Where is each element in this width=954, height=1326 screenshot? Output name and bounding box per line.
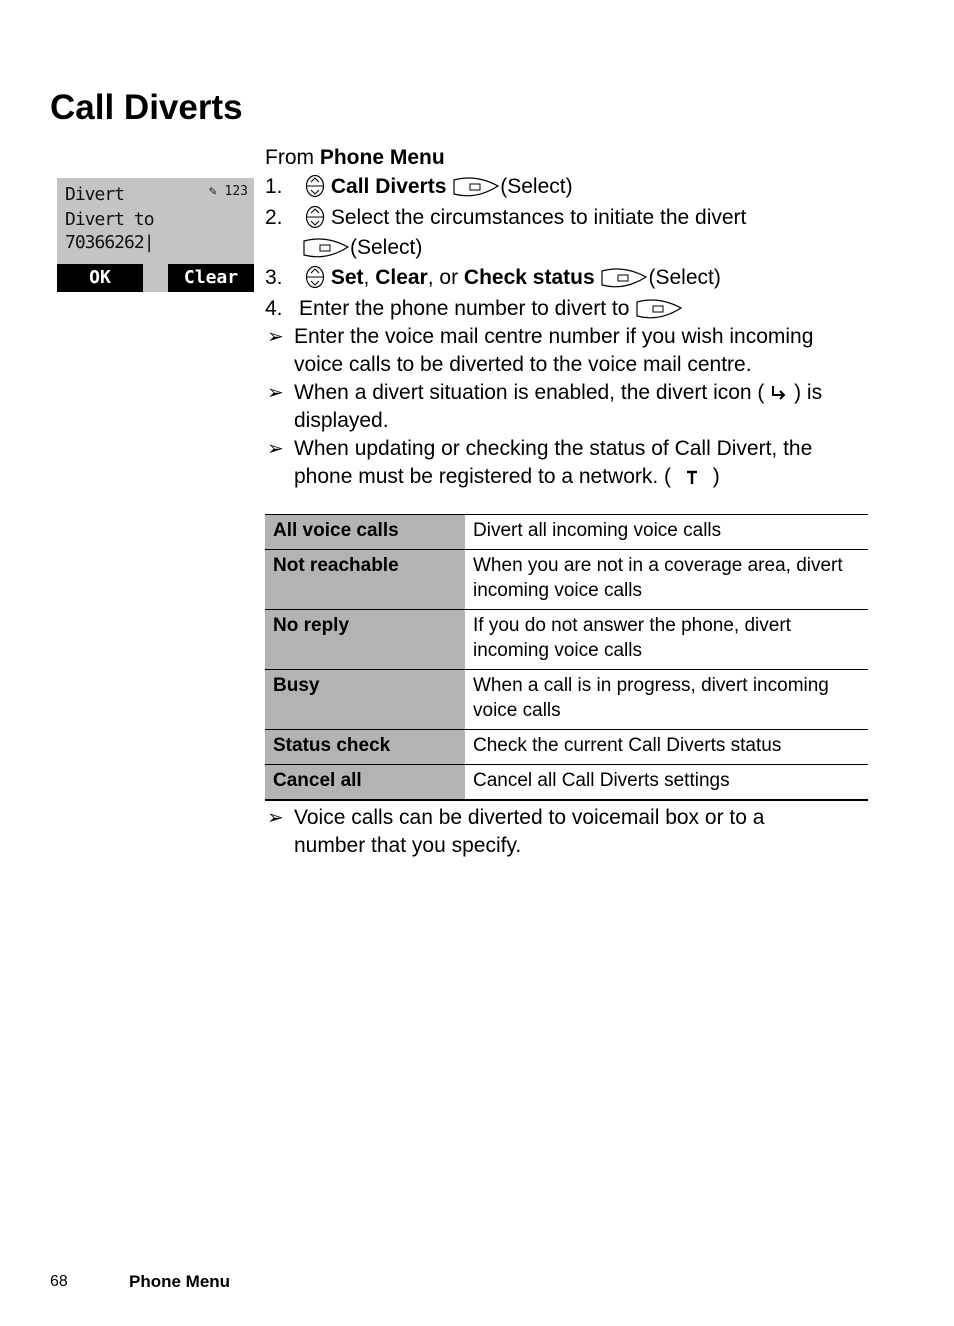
step-bold: Clear xyxy=(375,266,428,289)
page-number: 68 xyxy=(50,1273,68,1290)
note-divert-icon xyxy=(265,379,875,435)
table-row xyxy=(265,610,868,670)
note-arrow-icon: ➢ xyxy=(267,807,284,829)
note-line: number that you specify. xyxy=(294,834,522,857)
table-row xyxy=(265,515,868,550)
step-number: 1. xyxy=(265,175,283,198)
note-line xyxy=(294,379,875,407)
option-description: If you do not answer the phone, divert incoming voice calls xyxy=(465,610,868,670)
note-line: displayed. xyxy=(294,409,389,432)
note-network xyxy=(265,435,875,491)
navigation-key-icon xyxy=(305,205,325,229)
table-row xyxy=(265,730,868,765)
navigation-key-icon xyxy=(305,174,325,198)
step-bold: Set xyxy=(330,266,364,289)
table-row xyxy=(265,765,868,801)
divert-options-table xyxy=(265,514,868,801)
note-line xyxy=(294,463,875,491)
table-row xyxy=(265,670,868,730)
note-voicemail xyxy=(265,323,875,379)
table-row xyxy=(265,550,868,610)
footer-section: Phone Menu xyxy=(129,1272,231,1291)
step-text: Select the circumstances to initiate the divert xyxy=(330,206,747,229)
option-description: Check the current Call Diverts status xyxy=(465,730,868,765)
note-text: ) is xyxy=(794,381,823,404)
step-select: (Select) xyxy=(648,266,721,289)
intro-menu: Phone Menu xyxy=(319,146,445,169)
intro-prefix: From xyxy=(265,146,320,169)
note-voicemail-box xyxy=(265,804,875,860)
screen-line-3: 70366262| xyxy=(65,232,154,253)
note-text: When a divert situation is enabled, the divert icon ( xyxy=(294,381,765,404)
option-name: Status check xyxy=(265,730,465,765)
option-description: When a call is in progress, divert incoming voice calls xyxy=(465,670,868,730)
step-2-continued xyxy=(302,233,422,262)
step-sep: , xyxy=(363,266,376,289)
step-2 xyxy=(265,203,746,232)
step-3 xyxy=(265,263,721,292)
step-select: (Select) xyxy=(500,175,573,198)
divert-icon xyxy=(770,385,788,401)
signal-pen-icon: ✎ xyxy=(208,184,217,199)
screen-status xyxy=(209,184,248,199)
note-text: ) xyxy=(712,465,720,488)
option-name: No reply xyxy=(265,610,465,670)
intro-line xyxy=(265,143,445,172)
step-number: 2. xyxy=(265,206,283,229)
note-arrow-icon: ➢ xyxy=(267,382,284,404)
step-number: 3. xyxy=(265,266,283,289)
option-name: All voice calls xyxy=(265,515,465,550)
note-line: voice calls to be diverted to the voice mail centre. xyxy=(294,353,752,376)
step-sep: , or xyxy=(427,266,464,289)
note-arrow-icon: ➢ xyxy=(267,326,284,348)
option-description: Cancel all Call Diverts settings xyxy=(465,765,868,801)
option-name: Not reachable xyxy=(265,550,465,610)
screen-status-text: 123 xyxy=(224,184,248,199)
note-arrow-icon: ➢ xyxy=(267,438,284,460)
note-text: phone must be registered to a network. ( xyxy=(294,465,672,488)
select-key-icon xyxy=(452,176,500,198)
step-4 xyxy=(265,294,683,323)
network-icon xyxy=(681,469,703,485)
option-name: Cancel all xyxy=(265,765,465,801)
select-key-icon xyxy=(600,267,648,289)
softkey-ok: OK xyxy=(57,264,143,292)
screen-line-1: Divert xyxy=(65,184,125,205)
note-line: Voice calls can be diverted to voicemail box or to a xyxy=(294,806,765,829)
step-bold: Check status xyxy=(463,266,595,289)
step-1 xyxy=(265,172,573,201)
step-text: Enter the phone number to divert to xyxy=(299,297,630,320)
note-line: When updating or checking the status of Call Divert, the xyxy=(294,437,813,460)
select-key-icon xyxy=(635,298,683,320)
select-key-icon xyxy=(302,237,350,259)
step-number: 4. xyxy=(265,297,283,320)
softkey-clear: Clear xyxy=(168,264,254,292)
page-title: Call Diverts xyxy=(50,88,243,127)
screen-line-2: Divert to xyxy=(65,209,154,230)
note-line: Enter the voice mail centre number if you wish incoming xyxy=(294,325,814,348)
navigation-key-icon xyxy=(305,265,325,289)
step-bold: Call Diverts xyxy=(330,175,447,198)
option-name: Busy xyxy=(265,670,465,730)
phone-screen xyxy=(57,178,254,292)
option-description: Divert all incoming voice calls xyxy=(465,515,868,550)
option-description: When you are not in a coverage area, divert incoming voice calls xyxy=(465,550,868,610)
step-select: (Select) xyxy=(350,236,423,259)
